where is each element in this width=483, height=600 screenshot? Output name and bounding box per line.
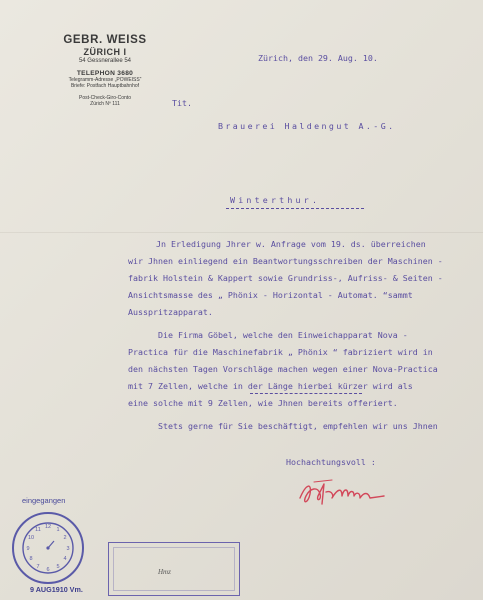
letterhead-telegram: Telegramm-Adresse „POWEISS“ xyxy=(68,77,142,83)
paper-fold xyxy=(0,232,483,233)
svg-text:11: 11 xyxy=(35,527,41,533)
length-underline xyxy=(250,393,362,394)
svg-text:10: 10 xyxy=(27,535,35,541)
letterhead-address: 54 Gessnerallee 54 xyxy=(78,58,132,64)
closing-formula: Hochachtungsvoll : xyxy=(286,457,376,467)
received-stamp-label: eingegangen xyxy=(22,496,66,505)
body-line-5: Ausspritzapparat. xyxy=(128,307,213,317)
letterhead-city: ZÜRICH I xyxy=(83,47,127,57)
box-stamp-inner xyxy=(113,547,235,591)
box-stamp xyxy=(108,542,240,596)
recipient: Brauerei Haldengut A.-G. xyxy=(218,121,396,131)
destination-city: Winterthur. xyxy=(230,195,321,205)
letterhead-post: Briefe: Postfach Hauptbahnhof xyxy=(70,83,140,89)
body-line-7: Practica für die Maschinefabrik „ Phönix “ fabriziert wird in xyxy=(128,347,433,357)
city-underline xyxy=(226,208,364,209)
body-line-2: wir Jhnen einliegend ein Beantwortungsschreiben der Maschinen - xyxy=(128,256,443,266)
received-stamp-date: 9 AUG1910 Vm. xyxy=(30,585,83,594)
body-line-10: eine solche mit 9 Zellen, wie Jhnen bereits offeriert. xyxy=(128,398,398,408)
body-line-9: mit 7 Zellen, welche in der Länge hierbei kürzer wird als xyxy=(128,381,413,391)
body-line-6: Die Firma Göbel, welche den Einweichapparat Nova - xyxy=(158,330,408,340)
letterhead-firm: GEBR. WEISS xyxy=(63,34,147,46)
svg-text:7: 7 xyxy=(36,564,40,570)
letterhead-phone: TELEPHON 3680 xyxy=(76,70,134,77)
box-stamp-note: Hmz xyxy=(158,568,171,576)
svg-text:1: 1 xyxy=(56,527,60,533)
body-line-4: Ansichtsmasse des „ Phönix - Horizontal - Automat. “sammt xyxy=(128,290,413,300)
svg-text:3: 3 xyxy=(66,546,70,552)
body-line-8: den nächsten Tagen Vorschläge machen wegen einer Nova-Practica xyxy=(128,364,438,374)
salutation: Tit. xyxy=(172,98,192,108)
letterhead xyxy=(40,34,170,107)
body-line-3: fabrik Holstein & Kappert sowie Grundriss-, Aufriss- & Seiten - xyxy=(128,273,443,283)
svg-text:2: 2 xyxy=(63,535,67,541)
signature xyxy=(292,474,402,514)
svg-text:12: 12 xyxy=(44,524,52,530)
svg-text:4: 4 xyxy=(63,556,67,562)
svg-text:6: 6 xyxy=(46,567,50,573)
closing-line: Stets gerne für Sie beschäftigt, empfehlen wir uns Jhnen xyxy=(158,421,438,431)
letterhead-check-number: Zürich Nº 111 xyxy=(90,101,120,107)
svg-text:8: 8 xyxy=(29,556,33,562)
received-clock-stamp xyxy=(10,510,86,586)
svg-text:9: 9 xyxy=(26,546,30,552)
svg-text:5: 5 xyxy=(56,564,60,570)
letterhead-check: Post-Check-Giro-Conto xyxy=(79,95,131,101)
body-line-1: Jn Erledigung Jhrer w. Anfrage vom 19. ds. überreichen xyxy=(156,239,426,249)
date-line: Zürich, den 29. Aug. 10. xyxy=(258,53,378,63)
